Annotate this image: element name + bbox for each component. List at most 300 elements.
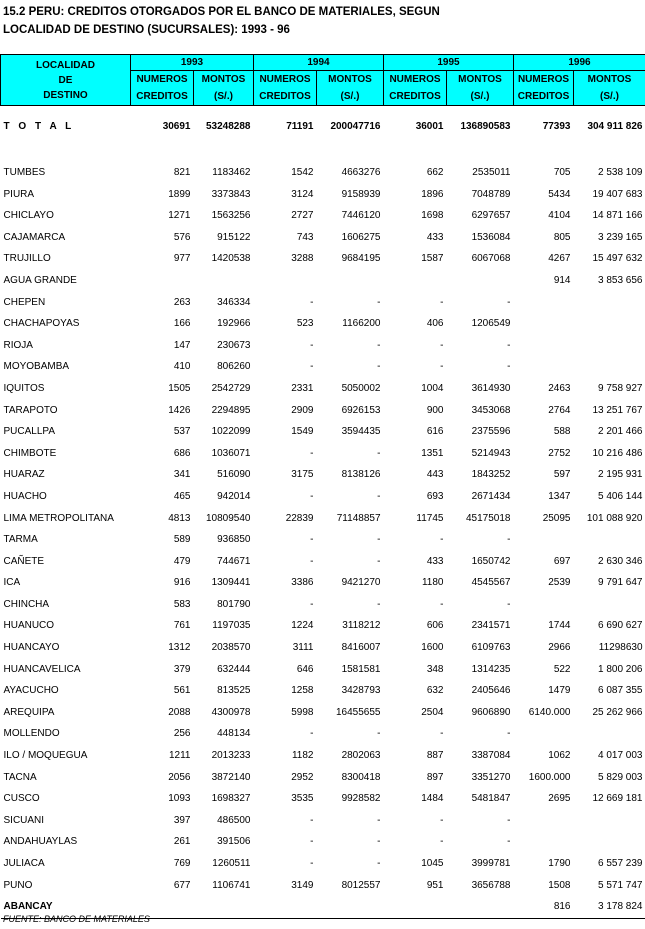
row-value: 486500 bbox=[217, 814, 251, 826]
row-value: 9158939 bbox=[341, 188, 381, 200]
row-value: 341 bbox=[173, 469, 191, 481]
header-creditos-1994: CREDITOS bbox=[254, 88, 317, 106]
row-value: 2671434 bbox=[471, 490, 511, 502]
row-value: 2764 bbox=[548, 404, 571, 416]
row-value: 632 bbox=[426, 685, 444, 697]
row-value: 2952 bbox=[291, 771, 314, 783]
total-label: T O T A L bbox=[3, 121, 75, 132]
row-locality: CHICLAYO bbox=[3, 210, 54, 222]
row-value: 1258 bbox=[291, 685, 314, 697]
header-numeros-1996: NUMEROS bbox=[514, 71, 574, 89]
row-locality: AYACUCHO bbox=[3, 685, 59, 697]
total-value: 30691 bbox=[162, 121, 191, 132]
row-locality: CHACHAPOYAS bbox=[3, 318, 80, 330]
row-value: 1563256 bbox=[211, 210, 251, 222]
row-locality: SICUANI bbox=[3, 814, 45, 826]
row-value: - bbox=[310, 836, 314, 848]
row-value: 16455655 bbox=[336, 706, 381, 718]
row-value: 3351270 bbox=[471, 771, 511, 783]
row-value: 9421270 bbox=[341, 577, 381, 589]
row-value: 9606890 bbox=[471, 706, 511, 718]
row-value: - bbox=[377, 858, 381, 869]
table-row bbox=[1, 356, 645, 378]
row-value: 616 bbox=[426, 426, 444, 438]
row-value: - bbox=[310, 728, 314, 740]
row-value: 2542729 bbox=[211, 382, 251, 394]
header-localidad-line-1: LOCALIDAD bbox=[36, 60, 95, 71]
row-value: 3 853 656 bbox=[598, 274, 643, 286]
row-value: 2463 bbox=[548, 382, 571, 394]
row-value: 1347 bbox=[548, 490, 571, 502]
total-value: 53248288 bbox=[206, 121, 251, 132]
row-value: 1106741 bbox=[212, 879, 251, 891]
row-value: 3614930 bbox=[471, 382, 511, 394]
row-value: 1606275 bbox=[341, 231, 381, 243]
row-value: 7048789 bbox=[471, 188, 511, 200]
row-value: 5481847 bbox=[471, 793, 511, 805]
row-value: 606 bbox=[426, 620, 444, 632]
table-row bbox=[1, 767, 645, 789]
row-value: 1206549 bbox=[471, 318, 511, 330]
row-value: 813525 bbox=[217, 685, 251, 697]
row-value: 256 bbox=[173, 728, 191, 740]
row-value: 2 195 931 bbox=[598, 469, 643, 481]
row-value: 101 088 920 bbox=[586, 512, 643, 524]
row-value: 4104 bbox=[548, 210, 571, 222]
row-value bbox=[447, 896, 514, 918]
row-value: 433 bbox=[426, 231, 444, 243]
row-locality: PIURA bbox=[3, 188, 35, 200]
header-creditos-1995: CREDITOS bbox=[384, 88, 447, 106]
row-value: - bbox=[507, 361, 511, 373]
row-value: - bbox=[377, 814, 381, 826]
row-value: 2802063 bbox=[341, 750, 381, 762]
table-row bbox=[1, 875, 645, 897]
header-creditos-1996: CREDITOS bbox=[514, 88, 574, 106]
row-value: 2341571 bbox=[471, 620, 511, 632]
header-numeros-1994: NUMEROS bbox=[254, 71, 317, 89]
row-value: - bbox=[507, 836, 511, 848]
row-value: 9684195 bbox=[341, 253, 381, 265]
row-value bbox=[514, 723, 574, 745]
table-row bbox=[1, 486, 645, 508]
row-value: 6 557 239 bbox=[598, 858, 643, 869]
row-locality: HUANCAYO bbox=[3, 642, 60, 654]
row-value: 743 bbox=[296, 231, 314, 243]
row-value: 10 216 486 bbox=[592, 447, 643, 459]
row-value: 3386 bbox=[291, 577, 314, 589]
table-row bbox=[1, 853, 645, 875]
row-value: - bbox=[377, 534, 381, 546]
row-value: 5 829 003 bbox=[598, 771, 643, 783]
header-numeros-1993: NUMEROS bbox=[131, 71, 194, 89]
row-value: 6067068 bbox=[471, 253, 511, 265]
row-value: 2 538 109 bbox=[598, 167, 643, 178]
row-value: 6926153 bbox=[341, 404, 381, 416]
row-value: 942014 bbox=[217, 490, 251, 502]
row-value: 3288 bbox=[291, 253, 314, 265]
row-value: - bbox=[377, 339, 381, 351]
row-value: 479 bbox=[173, 555, 191, 567]
table-row bbox=[1, 810, 645, 832]
table-row bbox=[1, 680, 645, 702]
row-value: 19 407 683 bbox=[592, 188, 643, 200]
row-value: - bbox=[377, 361, 381, 373]
row-value bbox=[514, 831, 574, 853]
row-value: 537 bbox=[173, 426, 191, 438]
row-value: 1180 bbox=[421, 577, 444, 589]
row-value: 951 bbox=[426, 879, 444, 891]
row-value: 1045 bbox=[421, 858, 444, 869]
row-locality: PUNO bbox=[3, 879, 33, 891]
total-value: 77393 bbox=[542, 121, 571, 132]
table-row bbox=[1, 702, 645, 724]
header-year-1996: 1996 bbox=[514, 55, 645, 71]
row-value: 1508 bbox=[548, 879, 571, 891]
row-value: 4813 bbox=[168, 512, 191, 524]
table-row bbox=[1, 292, 645, 314]
row-value: 13 251 767 bbox=[592, 404, 643, 416]
row-value: - bbox=[310, 814, 314, 826]
row-value: 4300978 bbox=[211, 706, 251, 718]
row-value: 816 bbox=[514, 896, 574, 918]
row-value: 588 bbox=[553, 426, 571, 438]
row-value: 936850 bbox=[217, 534, 251, 546]
row-value: - bbox=[440, 814, 444, 826]
row-value: - bbox=[440, 534, 444, 546]
header-year-1993: 1993 bbox=[131, 55, 254, 71]
row-value: 1260511 bbox=[212, 858, 251, 869]
row-value: - bbox=[310, 555, 314, 567]
row-value: 5 571 747 bbox=[598, 879, 643, 891]
row-value bbox=[254, 896, 317, 918]
table-row bbox=[1, 227, 645, 249]
row-locality: PUCALLPA bbox=[3, 426, 56, 438]
row-value: 5998 bbox=[291, 706, 314, 718]
table-title bbox=[3, 3, 440, 39]
row-value: 2966 bbox=[548, 642, 571, 654]
table-row bbox=[1, 443, 645, 465]
table-row bbox=[1, 421, 645, 443]
row-value: 2727 bbox=[291, 210, 314, 222]
table-row bbox=[1, 400, 645, 422]
row-value: 11745 bbox=[416, 512, 444, 524]
row-value: 5050002 bbox=[341, 382, 381, 394]
row-value: - bbox=[507, 339, 511, 351]
header-montos-1994: MONTOS bbox=[317, 71, 384, 89]
row-value: 2375596 bbox=[471, 426, 511, 438]
row-value: 2695 bbox=[548, 793, 571, 805]
table-row bbox=[1, 723, 645, 745]
row-locality: CHINCHA bbox=[3, 598, 50, 610]
row-value: 443 bbox=[426, 469, 444, 481]
row-value: - bbox=[310, 296, 314, 308]
source-note: FUENTE: BANCO DE MATERIALES bbox=[3, 914, 150, 924]
row-value: 693 bbox=[426, 490, 444, 502]
row-value: 147 bbox=[173, 339, 191, 351]
row-value: - bbox=[377, 555, 381, 567]
row-value: 25095 bbox=[542, 512, 571, 524]
row-value bbox=[514, 529, 574, 551]
row-value: 1314235 bbox=[471, 663, 511, 675]
header-montos-1995: MONTOS bbox=[447, 71, 514, 89]
row-value: 1744 bbox=[548, 620, 571, 632]
row-value: 406 bbox=[426, 318, 444, 330]
row-locality: ABANCAY bbox=[1, 896, 131, 918]
row-value: 1536084 bbox=[471, 231, 511, 243]
row-value: 22839 bbox=[285, 512, 314, 524]
row-value: 5 406 144 bbox=[598, 490, 643, 502]
row-value: 1587 bbox=[421, 253, 444, 265]
row-value: 1581581 bbox=[341, 663, 381, 675]
table-body bbox=[1, 106, 645, 919]
row-locality: MOLLENDO bbox=[3, 728, 60, 740]
row-value: 897 bbox=[426, 771, 444, 783]
header-numeros-1995: NUMEROS bbox=[384, 71, 447, 89]
row-value: - bbox=[507, 728, 511, 740]
row-value bbox=[317, 270, 384, 292]
row-value: 14 871 166 bbox=[592, 210, 643, 222]
row-value: 2038570 bbox=[211, 642, 251, 654]
header-soles-1995: (S/.) bbox=[447, 88, 514, 106]
row-value: - bbox=[440, 339, 444, 351]
total-value: 36001 bbox=[415, 121, 444, 132]
row-value bbox=[514, 594, 574, 616]
row-value: 3124 bbox=[291, 188, 314, 200]
row-value: 597 bbox=[553, 469, 571, 481]
row-locality: TUMBES bbox=[3, 167, 46, 178]
title-line-1: 15.2 PERU: CREDITOS OTORGADOS POR EL BANCO DE MATERIALES, SEGUN bbox=[3, 6, 440, 18]
row-value: 1484 bbox=[421, 793, 444, 805]
row-value: 1224 bbox=[291, 620, 314, 632]
row-value: 805 bbox=[553, 231, 571, 243]
row-value: 576 bbox=[173, 231, 191, 243]
row-value: 6 087 355 bbox=[598, 685, 643, 697]
row-value: 4 017 003 bbox=[598, 750, 643, 762]
row-value: 1211 bbox=[168, 750, 191, 762]
row-value: 516090 bbox=[217, 469, 251, 481]
row-value: - bbox=[507, 598, 511, 610]
row-value: 646 bbox=[296, 663, 314, 675]
row-value: 6109763 bbox=[471, 642, 511, 654]
row-value: 1093 bbox=[168, 793, 191, 805]
row-value: 12 669 181 bbox=[592, 793, 643, 805]
row-value: 2294895 bbox=[211, 404, 251, 416]
row-value: - bbox=[377, 296, 381, 308]
row-value: 1426 bbox=[168, 404, 191, 416]
row-value bbox=[254, 270, 317, 292]
row-value: - bbox=[310, 598, 314, 610]
row-locality: CHIMBOTE bbox=[3, 447, 57, 459]
row-value: 821 bbox=[173, 167, 191, 178]
row-value bbox=[574, 313, 645, 335]
total-value: 200047716 bbox=[330, 121, 381, 132]
row-value: 166 bbox=[173, 318, 191, 330]
row-value bbox=[384, 270, 447, 292]
row-value: - bbox=[310, 490, 314, 502]
row-value: - bbox=[377, 447, 381, 459]
row-value: 1183462 bbox=[212, 167, 251, 178]
row-value: 1420538 bbox=[211, 253, 251, 265]
row-value: 45175018 bbox=[466, 512, 511, 524]
table-row bbox=[1, 248, 645, 270]
row-value: 583 bbox=[173, 598, 191, 610]
row-value: 465 bbox=[173, 490, 191, 502]
row-value: 3999781 bbox=[471, 858, 511, 869]
row-value: - bbox=[310, 447, 314, 459]
row-value: 71148857 bbox=[336, 512, 381, 524]
row-value: 1896 bbox=[421, 188, 444, 200]
row-value bbox=[574, 810, 645, 832]
header-year-1995: 1995 bbox=[384, 55, 514, 71]
row-value: 3373843 bbox=[211, 188, 251, 200]
row-value: 397 bbox=[173, 814, 191, 826]
row-value: 11298630 bbox=[598, 642, 643, 654]
total-value: 71191 bbox=[286, 121, 314, 132]
row-value: 1197035 bbox=[212, 620, 251, 632]
row-value: 5214943 bbox=[471, 447, 511, 459]
header-localidad-line-2: DE bbox=[58, 75, 73, 86]
row-value: 1022099 bbox=[211, 426, 251, 438]
row-value: 7446120 bbox=[341, 210, 381, 222]
row-value: 25 262 966 bbox=[592, 706, 643, 718]
row-value: 346334 bbox=[217, 296, 251, 308]
row-value: 1182 bbox=[291, 750, 314, 762]
row-value: 9 791 647 bbox=[598, 577, 643, 589]
row-value: 697 bbox=[553, 555, 571, 567]
row-value: 632444 bbox=[217, 663, 251, 675]
row-value: 2 201 466 bbox=[598, 426, 643, 438]
row-value: - bbox=[507, 814, 511, 826]
row-value: 8012557 bbox=[341, 879, 381, 891]
row-value: 887 bbox=[426, 750, 444, 762]
row-locality: ILO / MOQUEGUA bbox=[3, 750, 88, 762]
table-row bbox=[1, 313, 645, 335]
row-value: - bbox=[310, 361, 314, 373]
table-row bbox=[1, 615, 645, 637]
row-locality: CUSCO bbox=[3, 793, 40, 805]
row-value: 2056 bbox=[168, 771, 191, 783]
row-value: - bbox=[440, 836, 444, 848]
row-value: 1479 bbox=[548, 685, 571, 697]
row-value: - bbox=[440, 598, 444, 610]
row-value: 2752 bbox=[548, 447, 571, 459]
row-locality: JULIACA bbox=[3, 858, 45, 869]
row-value: - bbox=[377, 728, 381, 740]
row-value: 2539 bbox=[548, 577, 571, 589]
row-value: 3872140 bbox=[211, 771, 251, 783]
header-year-1994: 1994 bbox=[254, 55, 384, 71]
row-value: 801790 bbox=[217, 598, 251, 610]
row-value bbox=[131, 270, 194, 292]
row-value bbox=[194, 270, 254, 292]
total-row bbox=[1, 120, 645, 134]
row-value: 523 bbox=[296, 318, 314, 330]
row-value: - bbox=[440, 361, 444, 373]
row-value: 2331 bbox=[291, 382, 314, 394]
row-locality: TACNA bbox=[3, 771, 37, 783]
row-value bbox=[574, 831, 645, 853]
table-row bbox=[1, 572, 645, 594]
row-value: - bbox=[310, 534, 314, 546]
row-value: 2088 bbox=[168, 706, 191, 718]
row-value: 769 bbox=[173, 858, 191, 869]
row-value: 1549 bbox=[291, 426, 314, 438]
row-value: 977 bbox=[173, 253, 191, 265]
row-value: 9928582 bbox=[341, 793, 381, 805]
row-locality: TRUJILLO bbox=[3, 253, 51, 265]
row-value: 1843252 bbox=[471, 469, 511, 481]
row-value bbox=[514, 313, 574, 335]
row-value: 561 bbox=[173, 685, 191, 697]
row-value: 3 239 165 bbox=[598, 231, 643, 243]
row-value: 3453068 bbox=[471, 404, 511, 416]
total-value: 136890583 bbox=[460, 121, 511, 132]
row-locality: RIOJA bbox=[3, 339, 33, 351]
row-value: 2 630 346 bbox=[598, 555, 643, 567]
row-value: 10809540 bbox=[206, 512, 251, 524]
row-locality: HUANUCO bbox=[3, 620, 55, 632]
row-value: 2909 bbox=[291, 404, 314, 416]
header-soles-1993: (S/.) bbox=[194, 88, 254, 106]
row-value: 1899 bbox=[168, 188, 191, 200]
row-value: 9 758 927 bbox=[598, 382, 643, 394]
table-row bbox=[1, 594, 645, 616]
row-value: 2013233 bbox=[211, 750, 251, 762]
row-value: 3111 bbox=[292, 642, 314, 654]
row-value: 1062 bbox=[548, 750, 571, 762]
row-value: 1036071 bbox=[211, 447, 251, 459]
row-value: - bbox=[377, 598, 381, 610]
row-value: 379 bbox=[173, 663, 191, 675]
row-locality: HUANCAVELICA bbox=[3, 663, 81, 675]
row-value: 705 bbox=[553, 167, 571, 178]
header-soles-1996: (S/.) bbox=[574, 88, 645, 106]
row-locality: CAÑETE bbox=[3, 555, 45, 567]
table-row bbox=[1, 745, 645, 767]
row-value: 4267 bbox=[548, 253, 571, 265]
table-row bbox=[1, 508, 645, 530]
table-row bbox=[1, 529, 645, 551]
table-row bbox=[1, 184, 645, 206]
row-value bbox=[317, 896, 384, 918]
row-value: 1505 bbox=[168, 382, 191, 394]
row-value: 1166200 bbox=[342, 318, 381, 330]
row-value: 3175 bbox=[291, 469, 314, 481]
row-value: 3149 bbox=[291, 879, 314, 891]
row-locality: HUACHO bbox=[3, 490, 47, 502]
row-locality: CAJAMARCA bbox=[3, 231, 66, 243]
row-locality: ICA bbox=[3, 577, 21, 589]
row-value: 1 800 206 bbox=[598, 663, 643, 675]
row-value: 1698 bbox=[421, 210, 444, 222]
table-row bbox=[1, 551, 645, 573]
row-value: 1600.000 bbox=[528, 771, 571, 783]
row-value: 915122 bbox=[217, 231, 251, 243]
row-value: 677 bbox=[173, 879, 191, 891]
row-value: 4663276 bbox=[341, 167, 381, 178]
table-row bbox=[1, 335, 645, 357]
row-value: 2405646 bbox=[471, 685, 511, 697]
row-value bbox=[384, 896, 447, 918]
row-value: 662 bbox=[426, 167, 444, 178]
row-value: 5434 bbox=[548, 188, 571, 200]
row-value: 1271 bbox=[168, 210, 191, 222]
row-locality: ANDAHUAYLAS bbox=[3, 836, 78, 848]
total-value: 304 911 826 bbox=[587, 121, 643, 132]
row-value: 433 bbox=[426, 555, 444, 567]
row-value bbox=[447, 270, 514, 292]
